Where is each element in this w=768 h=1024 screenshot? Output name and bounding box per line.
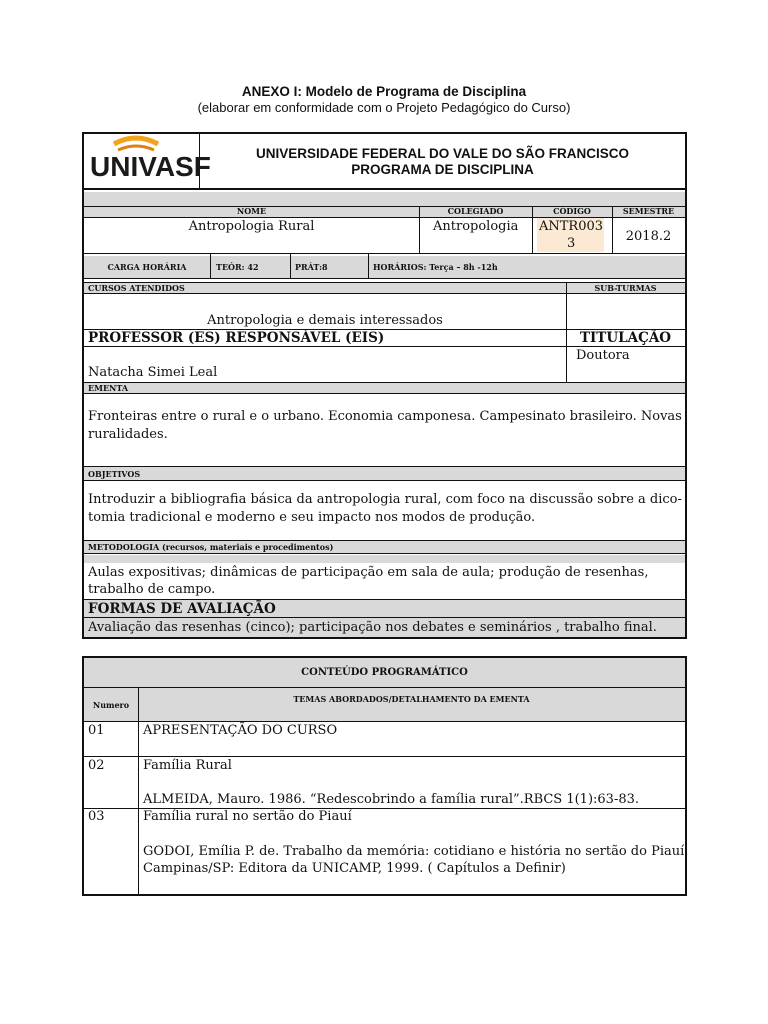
horarios-value: HORÁRIOS: Terça – 8h -12h [373,262,498,272]
carga-label: CARGA HORÁRIA [107,262,187,272]
metodologia-line-2: trabalho de campo. [88,582,216,597]
teor-value: TEÓR: 42 [216,262,259,272]
institution-name: UNIVERSIDADE FEDERAL DO VALE DO SÃO FRANCISCO [255,146,630,161]
program-title: PROGRAMA DE DISCIPLINA [351,162,534,177]
page-subtitle: (elaborar em conformidade com o Projeto Pedagógico do Curso) [197,100,571,115]
row-03-ref-2: Campinas/SP: Editora da UNICAMP, 1999. ( Capítulos a Definir) [143,861,566,876]
row-02-title: Família Rural [143,758,232,773]
row-03-num: 03 [88,809,105,824]
logo-cell [84,134,211,188]
objetivos-line-2: tomia tradicional e moderno e seu impacto nos modos de produção. [88,510,536,525]
titulacao-label: TITULAÇÃO [579,330,672,346]
ementa-line-2: ruralidades. [88,427,168,442]
semestre-label: SEMESTRE [622,206,675,216]
colegiado-label: COLEGIADO [447,206,504,216]
codigo-value-1: ANTR003 [539,219,604,234]
professor-label: PROFESSOR (ES) RESPONSÁVEL (EIS) [88,330,385,346]
titulacao-value: Doutora [576,348,630,363]
row-02-ref: ALMEIDA, Mauro. 1986. “Redescobrindo a família rural”.RBCS 1(1):63-83. [143,792,640,807]
semestre-value: 2018.2 [625,229,672,244]
colegiado-value: Antropologia [433,219,519,234]
page-title: ANEXO I: Modelo de Programa de Disciplina [241,84,527,99]
col-temas-label: TEMAS ABORDADOS/DETALHAMENTO DA EMENTA [293,694,530,704]
metodologia-spacer [84,555,685,563]
nome-label: NOME [236,206,267,216]
metodologia-line-1: Aulas expositivas; dinâmicas de participação em sala de aula; produção de resenhas, [88,565,649,580]
row-01-num: 01 [88,723,105,738]
ementa-label: EMENTA [88,383,129,393]
objetivos-line-1: Introduzir a bibliografia básica da antropologia rural, com foco na discussão sobre a dico- [88,492,682,507]
avaliacao-label: FORMAS DE AVALIAÇÃO [88,601,276,617]
col-numero-label: Numero [92,700,130,710]
row-02-num: 02 [88,758,105,773]
ementa-label-row [84,383,685,394]
spacer-row [84,192,685,206]
row-03-ref-1: GODOI, Emília P. de. Trabalho da memória: cotidiano e história no sertão do Piauí. [143,844,689,859]
objetivos-label-row [84,467,685,481]
objetivos-label: OBJETIVOS [88,469,141,479]
cursos-label: CURSOS ATENDIDOS [88,283,185,293]
codigo-value-2: 3 [567,236,576,251]
logo-text: UNIVASF [90,151,211,182]
nome-value: Antropologia Rural [188,219,315,234]
metodologia-label: METODOLOGIA (recursos, materiais e procedimentos) [88,542,334,552]
cursos-value: Antropologia e demais interessados [207,313,443,328]
conteudo-title: CONTEÚDO PROGRAMÁTICO [301,667,468,678]
row-03-title: Família rural no sertão do Piauí [143,809,352,824]
codigo-label: CÓDIGO [553,206,591,216]
row-01-title: APRESENTAÇÃO DO CURSO [143,723,338,738]
ementa-line-1: Fronteiras entre o rural e o urbano. Economia camponesa. Campesinato brasileiro. Novas [88,409,682,424]
professor-name: Natacha Simei Leal [88,365,218,380]
prat-value: PRÁT:8 [295,262,328,272]
subturmas-label: SUB-TURMAS [594,283,657,293]
avaliacao-value: Avaliação das resenhas (cinco); participação nos debates e seminários , trabalho final. [88,620,657,635]
univasf-logo [84,134,211,186]
